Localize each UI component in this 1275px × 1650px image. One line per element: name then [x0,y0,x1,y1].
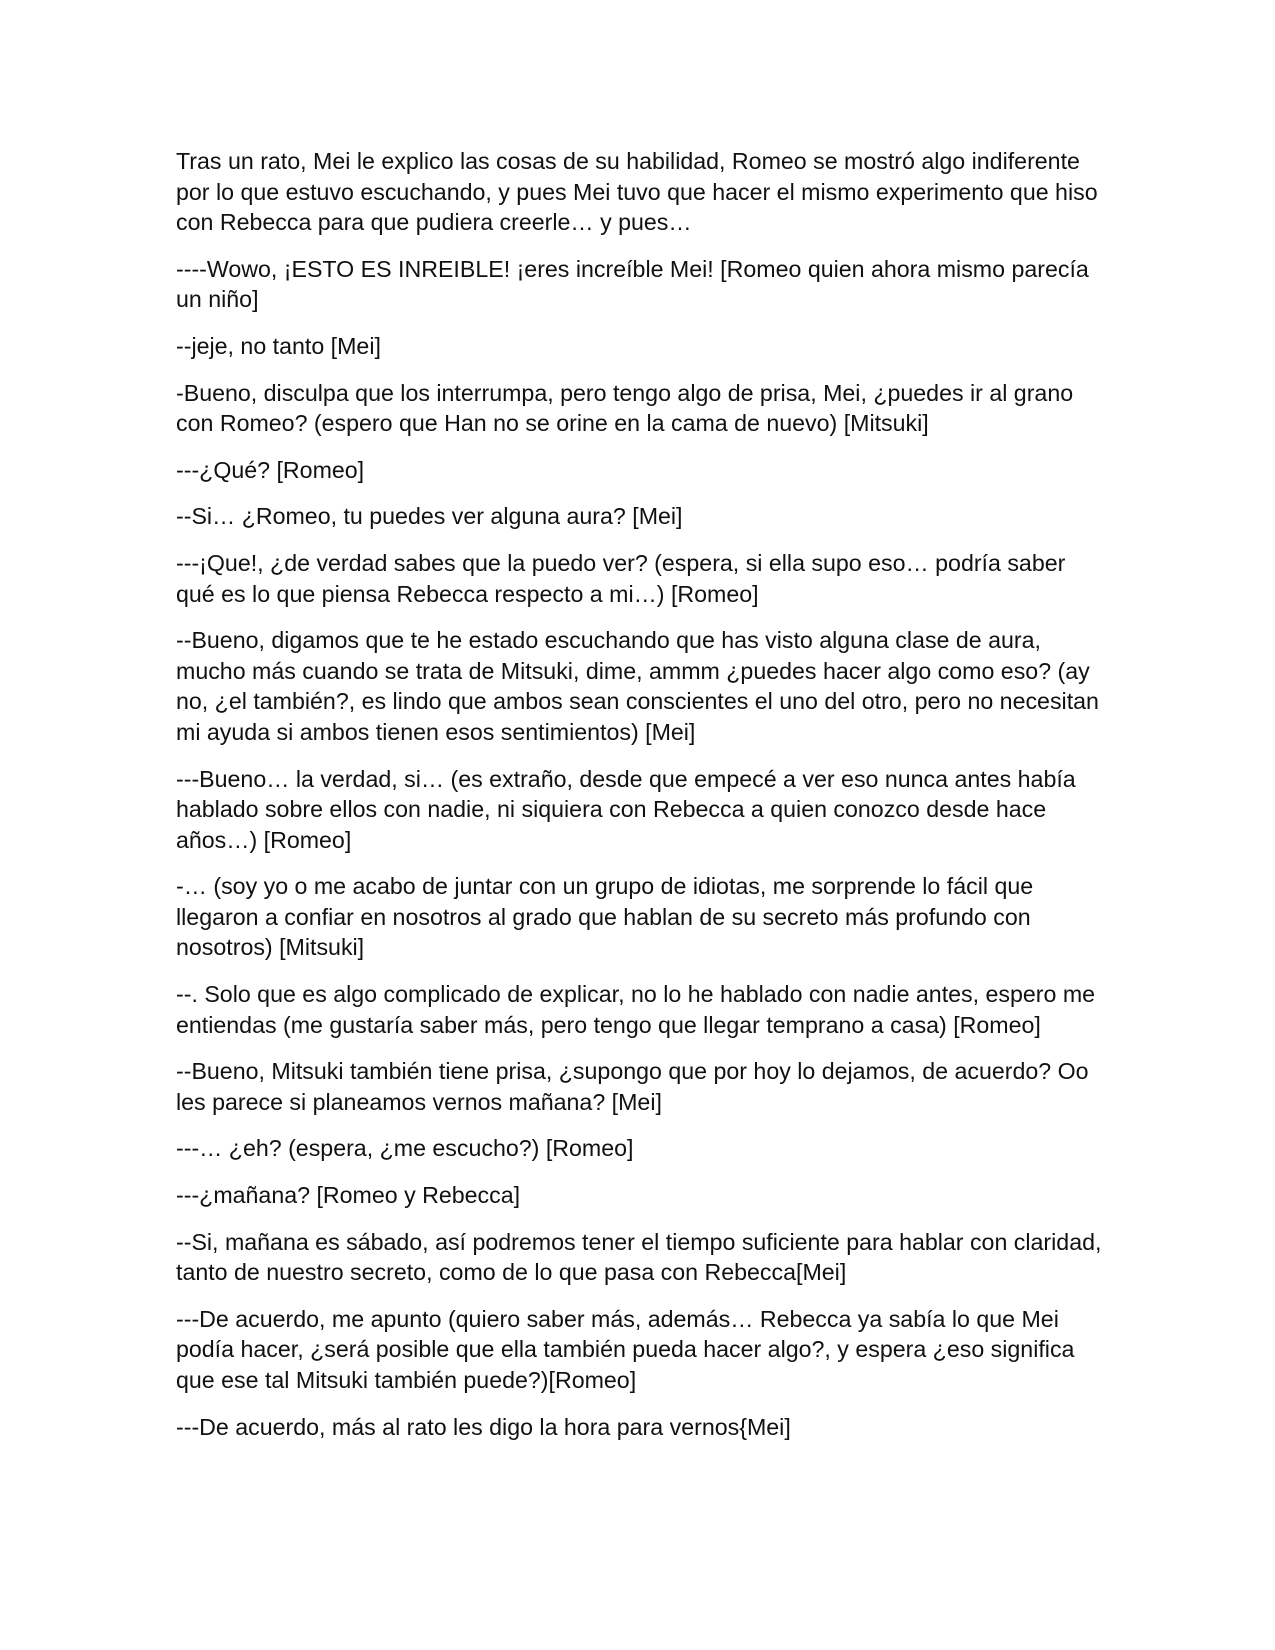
document-body [176,146,1106,1458]
paragraph: ---De acuerdo, me apunto (quiero saber más, además… Rebecca ya sabía lo que Mei podía hacer, ¿será posible que ella también pueda hacer algo?, y espera ¿eso significa que ese tal Mitsuki también puede?)[Romeo] [176,1305,1075,1393]
paragraph: ----Wowo, ¡ESTO ES INREIBLE! ¡eres increíble Mei! [Romeo quien ahora mismo parecía un niño] [176,255,1089,313]
paragraph: -Bueno, disculpa que los interrumpa, pero tengo algo de prisa, Mei, ¿puedes ir al grano con Romeo? (espero que Han no se orine en la cama de nuevo) [Mitsuki] [176,379,1074,437]
paragraph: --Si… ¿Romeo, tu puedes ver alguna aura? [Mei] [176,503,683,530]
paragraph: -… (soy yo o me acabo de juntar con un grupo de idiotas, me sorprende lo fácil que llegaron a confiar en nosotros al grado que hablan de su secreto más profundo con nosotros) [Mitsuki] [176,873,1034,961]
paragraph: ---¿Qué? [Romeo] [176,456,365,483]
paragraph: ---¡Que!, ¿de verdad sabes que la puedo ver? (espera, si ella supo eso… podría saber qué es lo que piensa Rebecca respecto a mi…) [Romeo] [176,549,1066,607]
paragraph: --Bueno, digamos que te he estado escuchando que has visto alguna clase de aura, mucho más cuando se trata de Mitsuki, dime, ammm ¿puedes hacer algo como eso? (ay no, ¿el también?, es lindo que ambos sean conscientes el uno del otro, pero no necesitan mi ayuda si ambos tienen esos sentimientos) [Mei] [176,627,1099,745]
paragraph: ---… ¿eh? (espera, ¿me escucho?) [Romeo] [176,1135,634,1162]
paragraph: Tras un rato, Mei le explico las cosas de su habilidad, Romeo se mostró algo indiferente por lo que estuvo escuchando, y pues Mei tuvo que hacer el mismo experimento que hiso con Rebecca para que pudiera creerle… y pues… [176,148,1098,236]
paragraph: ---De acuerdo, más al rato les digo la hora para vernos{Mei] [176,1413,791,1440]
paragraph: --jeje, no tanto [Mei] [176,332,381,359]
paragraph: --Si, mañana es sábado, así podremos tener el tiempo suficiente para hablar con claridad, tanto de nuestro secreto, como de lo que pasa con Rebecca[Mei] [176,1228,1102,1286]
paragraph: ---Bueno… la verdad, si… (es extraño, desde que empecé a ver eso nunca antes había hablado sobre ellos con nadie, ni siquiera con Rebecca a quien conozco desde hace años…) [Romeo] [176,765,1076,853]
paragraph: --Bueno, Mitsuki también tiene prisa, ¿supongo que por hoy lo dejamos, de acuerdo? Oo les parece si planeamos vernos mañana? [Mei] [176,1058,1089,1115]
paragraph: --. Solo que es algo complicado de explicar, no lo he hablado con nadie antes, espero me entiendas (me gustaría saber más, pero tengo que llegar temprano a casa) [Romeo] [176,981,1096,1038]
paragraph: ---¿mañana? [Romeo y Rebecca] [176,1182,521,1209]
